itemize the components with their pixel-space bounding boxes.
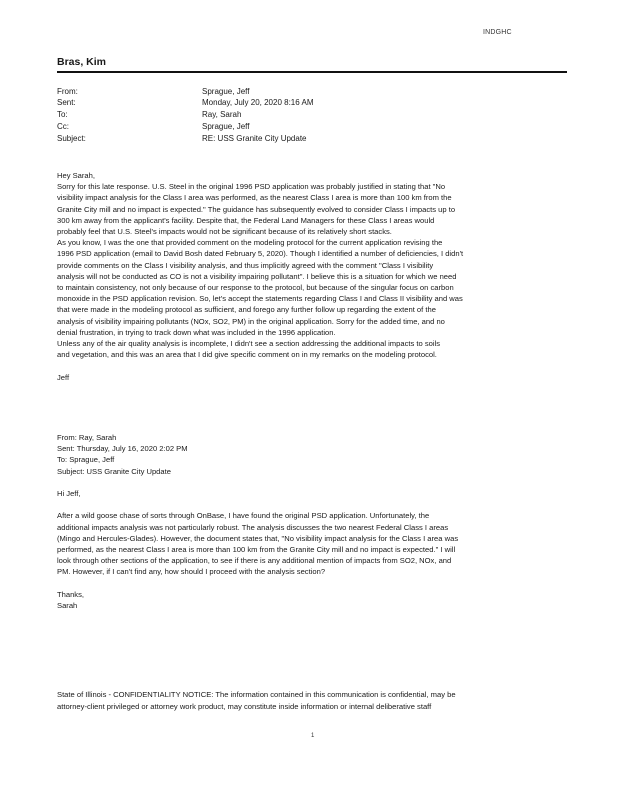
reply-line: provide comments on the Class I visibility analysis, and thus implicitly agreed with the comment "Class I visibility	[57, 260, 434, 270]
subject-label: Subject:	[57, 134, 86, 143]
original-line: PM. However, if I can't find any, how should I proceed with the analysis section?	[57, 567, 326, 577]
original-from: From: Ray, Sarah	[57, 433, 117, 442]
reply-signoff: Jeff	[57, 372, 70, 382]
original-thanks: Thanks,	[57, 589, 85, 599]
sent-value: Monday, July 20, 2020 8:16 AM	[202, 98, 314, 107]
reply-line: analysis of visibility impairing pollutants (NOx, SO2, PM) in the original application. Sorry for the added time, and no	[57, 316, 445, 326]
notice-line: attorney-client privileged or attorney work product, may constitute inside information or internal deliberative staff	[57, 701, 432, 711]
reply-line: analysis will not be conducted as CO is not a visibility impairing pollutant". I believe this is a situation for which we need	[57, 271, 457, 281]
original-signature: Sarah	[57, 601, 78, 610]
reply-line: to maintain consistency, not only because of our response to the protocol, but because of the singular focus on carbon	[57, 283, 454, 293]
subject-value: RE: USS Granite City Update	[202, 134, 307, 143]
original-greeting: Hi Jeff,	[57, 489, 81, 498]
from-value: Sprague, Jeff	[202, 87, 250, 96]
reply-line: 300 km away from the applicant's facility. Despite that, the Federal Land Managers for these Class I areas would	[57, 215, 435, 225]
reply-line: that were made in the modeling protocol as sufficient, and forego any further follow up regarding the extent of the	[57, 305, 436, 315]
from-label: From:	[57, 87, 78, 96]
header-divider	[57, 71, 567, 73]
reply-line: monoxide in the PSD application revision. So, let's accept the statements regarding Class I and Class II visibility and was	[57, 294, 463, 304]
reply-line: probably feel that U.S. Steel's impacts would not be significant because of its relatively short stacks.	[57, 227, 392, 237]
reply-line: 1996 PSD application (email to David Bosh dated February 5, 2020). Though I identified a number of deficiencies, I didn't	[57, 249, 464, 259]
to-label: To:	[57, 110, 68, 119]
original-subject: Subject: USS Granite City Update	[57, 466, 171, 476]
document-id: INDGHC	[483, 29, 512, 36]
subject-row	[57, 133, 557, 144]
sent-label: Sent:	[57, 98, 76, 107]
reply-greeting: Hey Sarah,	[57, 171, 95, 180]
reply-line: Unless any of the air quality analysis is incomplete, I didn't see a section addressing the additional impacts to soils	[57, 339, 441, 349]
to-value: Ray, Sarah	[202, 110, 242, 119]
reply-line: denial frustration, in trying to track down what was included in the 1996 application.	[57, 327, 336, 337]
reply-line: As you know, I was the one that provided comment on the modeling protocol for the current application revising the	[57, 238, 443, 248]
notice-line: State of Illinois - CONFIDENTIALITY NOTICE: The information contained in this communication is confidential, may be	[57, 690, 456, 699]
original-sent: Sent: Thursday, July 16, 2020 2:02 PM	[57, 444, 188, 454]
original-line: After a wild goose chase of sorts through OnBase, I have found the original PSD application. Unfortunately, the	[57, 511, 430, 521]
original-line: look through other sections of the application, to see if there is any additional mention of impacts from SO2, NOx, and	[57, 556, 452, 566]
page-number: 1	[311, 733, 315, 739]
cc-label: Cc:	[57, 122, 69, 131]
reply-line: visibility impact analysis for the Class I area was performed, as the nearest Class I area is more than 100 km from the	[57, 193, 452, 203]
reply-line: Sorry for this late response. U.S. Steel in the original 1996 PSD application was probably justified in stating that "No	[57, 182, 446, 192]
sender-name: Bras, Kim	[57, 56, 107, 68]
cc-value: Sprague, Jeff	[202, 122, 250, 131]
original-line: additional impacts analysis was not particularly robust. The analysis discusses the two nearest Federal Class I areas	[57, 522, 449, 532]
original-line: performed, as the nearest Class I area is more than 100 km from the Granite City mill and no impact is expected." I will	[57, 545, 456, 554]
cc-row	[57, 121, 557, 132]
confidentiality-notice	[57, 689, 577, 712]
sent-row	[57, 97, 557, 108]
original-message	[57, 432, 577, 611]
from-row	[57, 86, 557, 97]
reply-line: Granite City mill and no impact is expected." The guidance has subsequently evolved to consider Class I impacts up to	[57, 204, 456, 214]
to-row	[57, 109, 557, 120]
original-to: To: Sprague, Jeff	[57, 455, 115, 465]
original-line: (Mingo and Hercules-Glades). However, the document states that, "No visibility impact analysis for the Class I area was	[57, 533, 459, 543]
reply-line: and vegetation, and this was an area that I did give specific comment on in my remarks on the modeling protocol.	[57, 350, 437, 360]
reply-body	[57, 170, 577, 383]
